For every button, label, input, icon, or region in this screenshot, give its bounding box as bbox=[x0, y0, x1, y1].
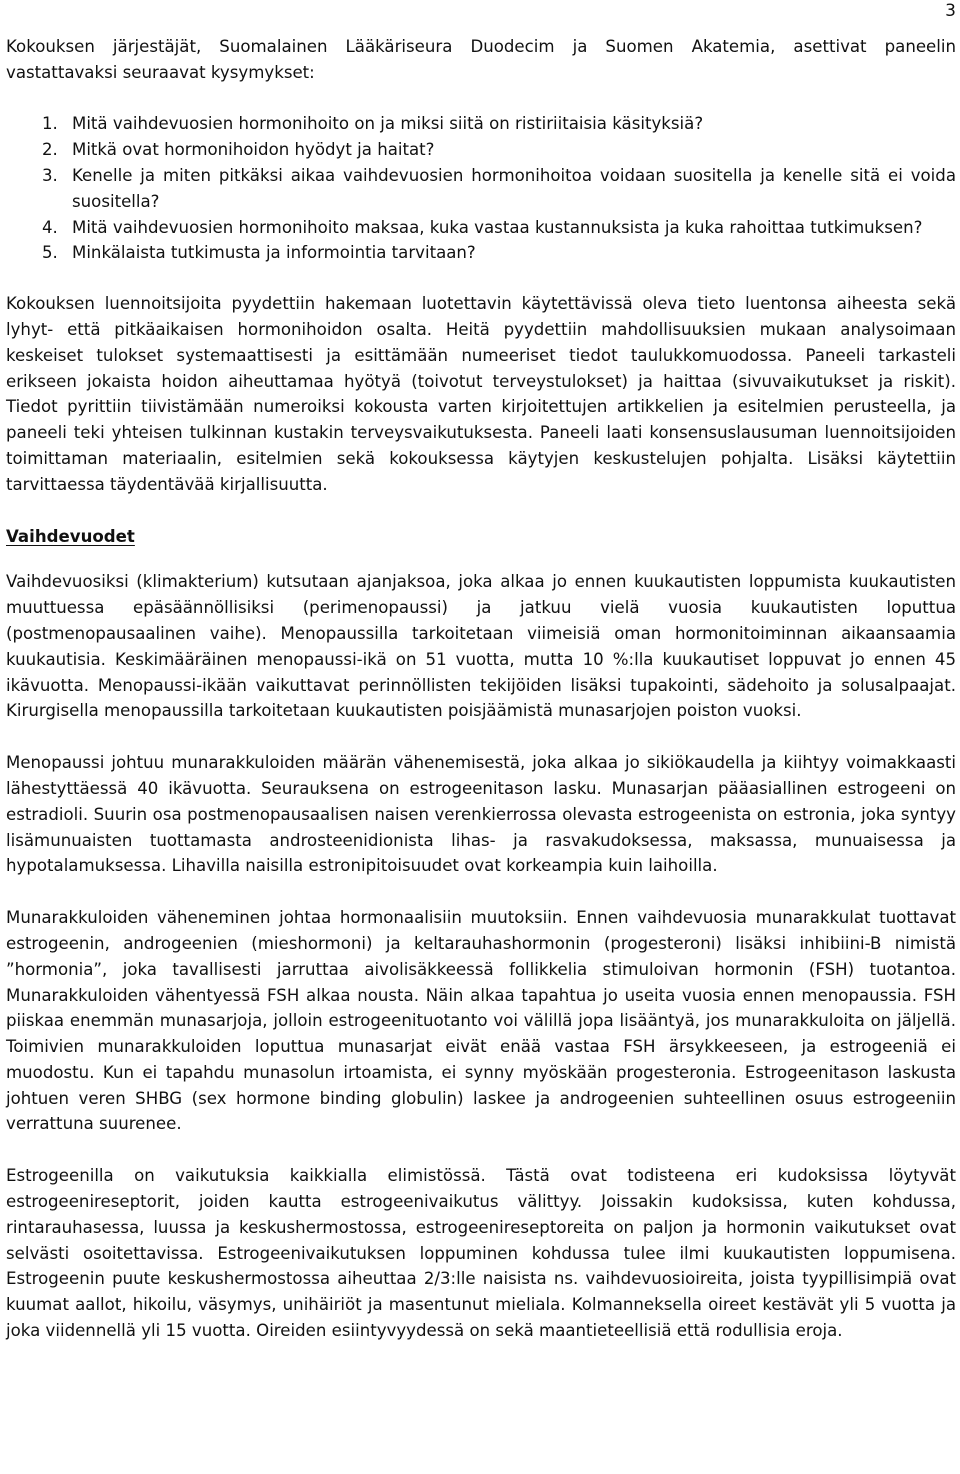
question-text: Mitä vaihdevuosien hormonihoito maksaa, kuka vastaa kustannuksista ja kuka rahoittaa tutkimuksen? bbox=[72, 217, 923, 237]
question-list bbox=[6, 111, 956, 266]
question-text: Mitä vaihdevuosien hormonihoito on ja miksi siitä on ristiriitaisia käsityksiä? bbox=[72, 114, 704, 134]
page-number: 3 bbox=[945, 1, 956, 21]
estrogen-paragraph: Estrogeenilla on vaikutuksia kaikkialla elimistössä. Tästä ovat todisteena eri kudoksissa löytyvät estrogeenireseptorit, joiden kautta estrogeenivaikutus välittyy. Joissakin kudoksissa, kuten kohdussa, rintarauhasessa, luussa ja keskushermostossa, estrogeenireseptoreita on paljon ja hormonin vaikutukset ovat selvästi osoitettavissa. Estrogeenivaikutuksen loppuminen kohdussa tulee ilmi kuukautisten loppumisena. Estrogeenin puute keskushermostossa aiheuttaa 2/3:lle naisista ns. vaihdevuosioireita, joista tyypillisimpiä ovat kuumat aallot, hikoilu, väsymys, unihäiriöt ja masentunut mieliala. Kolmanneksella oireet kestävät yli 5 vuotta ja joka viidennellä yli 15 vuotta. Oireiden esiintyvyydessä on sekä maantieteellisiä että rodullisia eroja. bbox=[6, 1166, 956, 1341]
hormones-paragraph: Munarakkuloiden väheneminen johtaa hormonaalisiin muutoksiin. Ennen vaihdevuosia munarakkulat tuottavat estrogeenin, androgeenien (mieshormoni) ja keltarauhashormonin (progesteroni) lisäksi inhibiini-B nimistä ”hormonia”, joka tavallisesti jarruttaa aivolisäkkeessä follikkelia stimuloivan hormonin (FSH) tuotantoa. Munarakkuloiden vähentyessä FSH alkaa nousta. Näin alkaa tapahtua jo useita vuosia ennen menopaussia. FSH piiskaa enemmän munasarjoja, jolloin estrogeenituotanto voi välillä jopa lisääntyä, jos munarakkuloita on jäljellä. Toimivien munarakkuloiden loputtua munasarjat eivät enää vastaa FSH ärsykkeeseen, ja estrogeeniä ei muodostu. Kun ei tapahdu munasolun irtoamista, ei synny myöskään progesteronia. Estrogeenitason laskusta johtuen veren SHBG (sex hormone binding globulin) laskee ja androgeenien suhteellinen osuus estrogeeniin verrattuna suurenee. bbox=[6, 908, 956, 1134]
question-text: Minkälaista tutkimusta ja informointia tarvitaan? bbox=[72, 243, 476, 263]
question-number: 3. bbox=[42, 165, 58, 185]
question-item bbox=[6, 240, 956, 266]
question-number: 4. bbox=[42, 217, 58, 237]
question-text: Kenelle ja miten pitkäksi aikaa vaihdevuosien hormonihoitoa voidaan suositella ja kenelle sitä ei voida suositella? bbox=[72, 165, 956, 211]
question-text: Mitkä ovat hormonihoidon hyödyt ja haitat? bbox=[72, 140, 435, 160]
definition-paragraph: Vaihdevuosiksi (klimakterium) kutsutaan ajanjaksoa, joka alkaa jo ennen kuukautisten loppumista kuukautisten muuttuessa epäsäännöllisiksi (perimenopaussi) ja jatkuu vielä vuosia kuukautisten loputtua (postmenopausaalinen vaihe). Menopaussilla tarkoitetaan viimeisiä oman hormonitoiminnan aikaansaamia kuukautisia. Keskimääräinen menopaussi-ikä on 51 vuotta, mutta 10 %:lla kuukautiset loppuvat jo ennen 45 ikävuotta. Menopaussi-ikään vaikuttavat perinnöllisten tekijöiden lisäksi tupakointi, sädehoito ja solusalpaajat. Kirurgisella menopaussilla tarkoitetaan kuukautisten poisjäämistä munasarjojen poiston vuoksi. bbox=[6, 572, 956, 721]
question-number: 1. bbox=[42, 114, 58, 134]
question-item bbox=[6, 215, 956, 241]
methods-paragraph: Kokouksen luennoitsijoita pyydettiin hakemaan luotettavin käytettävissä oleva tieto luentonsa aiheesta sekä lyhyt- että pitkäaikaisen hormonihoidon osalta. Heitä pyydettiin mahdollisuuksien mukaan analysoimaan keskeiset tulokset systemaattisesti ja esittämään numeeriset tiedot taulukkomuodossa. Paneeli tarkasteli erikseen jokaista hoidon aiheuttamaa hyötyä (toivotut terveystulokset) ja haittaa (sivuvaikutukset ja riskit). Tiedot pyrittiin tiivistämään numeroiksi kokousta varten kirjoitettujen artikkelien ja esitelmien perusteella, ja paneeli teki yhteisen tulkinnan kustakin terveysvaikutuksesta. Paneeli laati konsensuslausuman luennoitsijoiden toimittaman materiaalin, esitelmien sekä kokouksessa käytyjen keskustelujen pohjalta. Lisäksi käytettiin tarvittaessa täydentävää kirjallisuutta. bbox=[6, 294, 956, 494]
question-item bbox=[6, 137, 956, 163]
question-number: 2. bbox=[42, 140, 58, 160]
menopause-paragraph: Menopaussi johtuu munarakkuloiden määrän vähenemisestä, joka alkaa jo sikiökaudella ja kiihtyy voimakkaasti lähestyttäessä 40 ikävuotta. Seurauksena on estrogeenitason lasku. Munasarjan pääasiallinen estrogeeni on estradioli. Suurin osa postmenopausaalisen naisen verenkierrossa olevasta estrogeenista on estronia, joka syntyy lisämunuaisten tuottamasta androsteenidionista lihas- ja rasvakudoksessa, maksassa, munuaisessa ja hypotalamuksessa. Lihavilla naisilla estronipitoisuudet ovat korkeampia kuin laihoilla. bbox=[6, 753, 956, 876]
question-number: 5. bbox=[42, 243, 58, 263]
question-item bbox=[6, 163, 956, 215]
document-body bbox=[6, 34, 956, 1344]
section-heading: Vaihdevuodet bbox=[6, 526, 135, 546]
intro-paragraph: Kokouksen järjestäjät, Suomalainen Lääkäriseura Duodecim ja Suomen Akatemia, asettivat paneelin vastattavaksi seuraavat kysymykset: bbox=[6, 37, 956, 82]
question-item bbox=[6, 111, 956, 137]
